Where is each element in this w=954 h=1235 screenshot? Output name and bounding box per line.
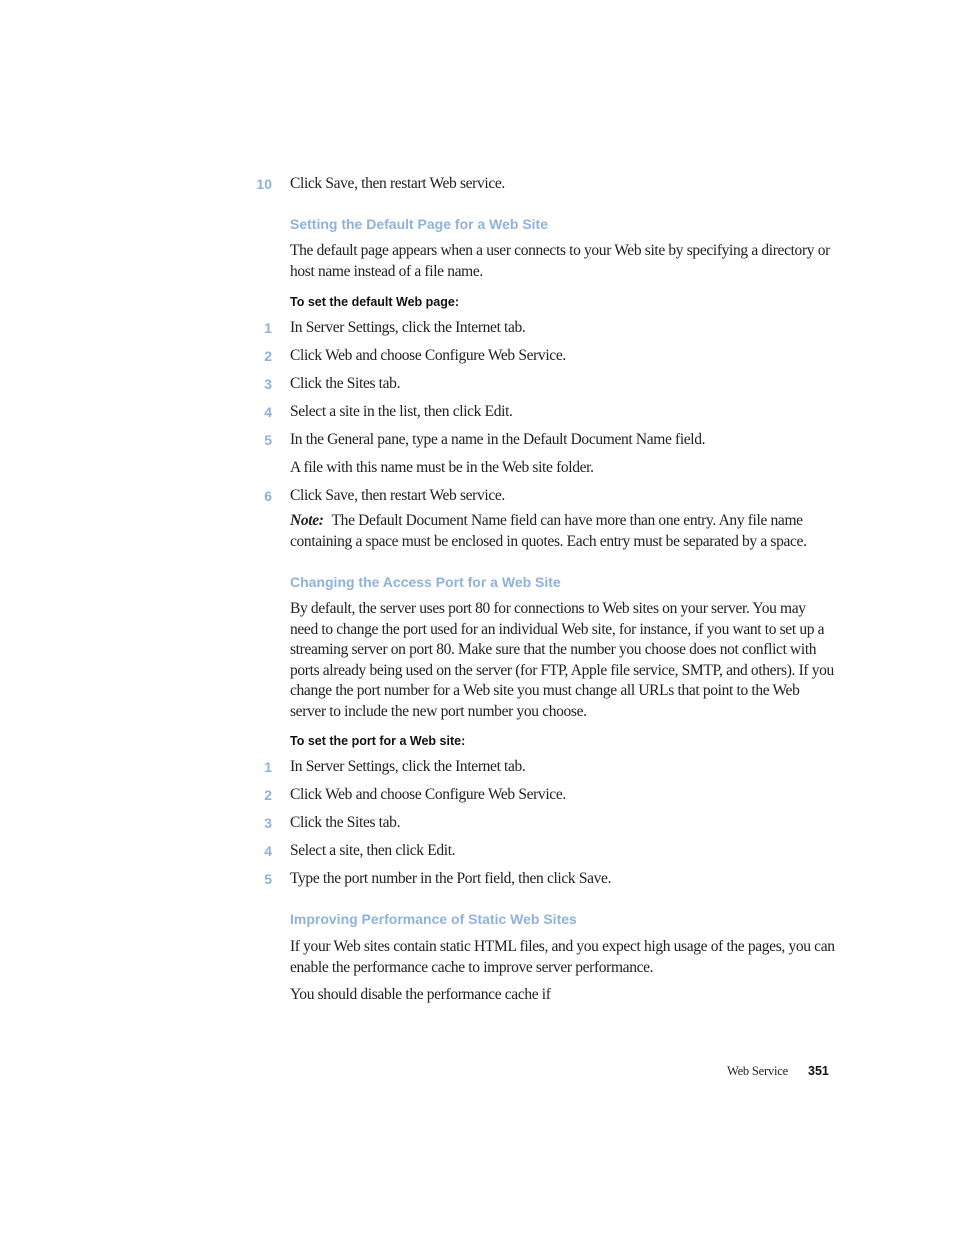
step-text: Click the Sites tab. [290,814,401,831]
page-number: 351 [808,1064,829,1078]
note-label: Note: [290,512,324,529]
section-intro: The default page appears when a user connects to your Web site by specifying a directory or host name instead of a file name. [290,242,830,280]
step-text: Click Save, then restart Web service. [290,487,505,504]
step-detail: A file with this name must be in the Web site folder. [290,459,594,476]
step-text: Select a site, then click Edit. [290,842,456,859]
step-text: Click Web and choose Configure Web Service. [290,347,566,364]
step-text: Select a site in the list, then click Edit. [290,403,513,420]
step-number: 2 [264,787,272,803]
step-number: 2 [264,348,272,364]
step-number: 4 [264,404,272,420]
step-number: 5 [264,871,272,887]
note-text: The Default Document Name field can have more than one entry. Any file name containing a space must be enclosed in quotes. Each entry must be separated by a space. [290,512,807,550]
step-number: 3 [264,815,272,831]
procedure-heading: To set the port for a Web site: [290,734,466,748]
step-number: 5 [264,432,272,448]
step-text: In Server Settings, click the Internet tab. [290,758,526,775]
section-heading-default-page: Setting the Default Page for a Web Site [290,216,549,232]
section-intro: If your Web sites contain static HTML files, and you expect high usage of the pages, you can enable the performance cache to improve server performance. [290,938,835,976]
step-number: 10 [256,176,272,192]
section-intro: By default, the server uses port 80 for connections to Web sites on your server. You may need to change the port used for an individual Web site, for instance, if you want to set up a streaming server on port 80. Make sure that the number you choose does not conflict with ports already being used on the server (for FTP, Apple file service, SMTP, and others). If you change the port number for a Web site you must change all URLs that point to the Web server to include the new port number you choose. [290,600,834,720]
step-text: In the General pane, type a name in the Default Document Name field. [290,431,706,448]
procedure-heading: To set the default Web page: [290,295,459,309]
note [290,511,835,552]
step-number: 1 [264,320,272,336]
footer-chapter-label: Web Service [726,1064,788,1078]
section-heading-performance: Improving Performance of Static Web Sites [290,911,577,927]
step-text: Type the port number in the Port field, then click Save. [290,870,612,887]
step-number: 4 [264,843,272,859]
step-text: In Server Settings, click the Internet tab. [290,319,526,336]
step-text: Click Save, then restart Web service. [290,175,505,192]
step-number: 1 [264,759,272,775]
step-text: Click Web and choose Configure Web Service. [290,786,566,803]
section-paragraph: You should disable the performance cache if [290,986,551,1003]
step-number: 6 [264,488,272,504]
step-number: 3 [264,376,272,392]
step-text: Click the Sites tab. [290,375,401,392]
section-heading-access-port: Changing the Access Port for a Web Site [290,574,561,590]
